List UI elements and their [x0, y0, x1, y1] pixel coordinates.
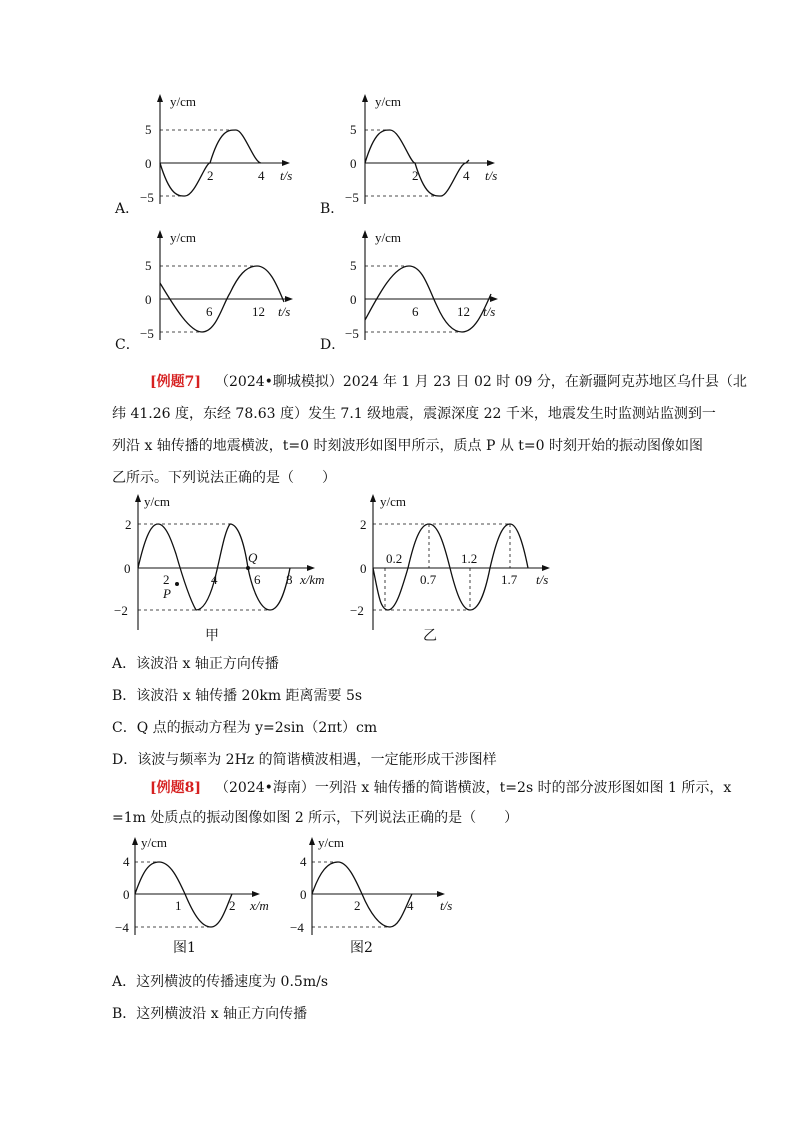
tick-2: 2 — [207, 168, 214, 183]
t-tick-1.7: 1.7 — [501, 572, 518, 587]
tick-2: 2 — [412, 168, 419, 183]
figure-jia-caption: 甲 — [205, 628, 219, 644]
x-tick-4: 4 — [211, 572, 218, 587]
y-min: −4 — [115, 920, 129, 935]
y-axis-label: y/cm — [318, 835, 344, 850]
tick-0: 0 — [350, 156, 357, 171]
point-q-label: Q — [248, 550, 258, 565]
example8-option-a: A．这列横波的传播速度为 0.5m/s — [112, 974, 329, 990]
example7-option-c: C．Q 点的振动方程为 y=2sin（2πt）cm — [112, 720, 378, 736]
y-axis-label: y/cm — [141, 835, 167, 850]
x-tick-2: 2 — [229, 898, 236, 913]
example7-line1: [例题7] （2024•聊城模拟）2024 年 1 月 23 日 02 时 09 分，在新疆阿克苏地区乌什县（北 — [150, 374, 747, 390]
example8-option-b: B．这列横波沿 x 轴正方向传播 — [112, 1006, 308, 1022]
tick-5: 5 — [145, 122, 152, 137]
y-axis-label: y/cm — [144, 494, 170, 509]
y-max: 2 — [125, 517, 132, 532]
option-a-graph — [140, 92, 300, 212]
option-d-label: D． — [320, 337, 346, 353]
x-tick-6: 6 — [254, 572, 261, 587]
t-tick-2: 2 — [354, 898, 361, 913]
example7-line3: 列沿 x 轴传播的地震横波，t=0 时刻波形如图甲所示，质点 P 从 t=0 时刻开始的振动图像如图 — [112, 438, 703, 454]
example8-line2: =1m 处质点的振动图像如图 2 所示，下列说法正确的是（ ） — [112, 810, 519, 826]
tick-12: 12 — [457, 304, 470, 319]
x-axis-label: t/s — [483, 304, 496, 319]
example7-option-d: D．该波与频率为 2Hz 的简谐横波相遇，一定能形成干涉图样 — [112, 752, 497, 768]
tick-0: 0 — [145, 156, 152, 171]
y-max: 4 — [123, 854, 130, 869]
example8-line1: [例题8] （2024•海南）一列沿 x 轴传播的简谐横波，t=2s 时的部分波形图如图 1 所示，x — [150, 780, 732, 796]
tick-neg5: −5 — [140, 326, 154, 341]
x-axis-label: t/s — [278, 304, 291, 319]
y-min: −2 — [350, 603, 364, 618]
y-axis-label: y/cm — [375, 230, 401, 245]
t-tick-0.2: 0.2 — [386, 551, 403, 566]
y-min: −4 — [290, 920, 304, 935]
t-tick-1.2: 1.2 — [461, 551, 478, 566]
figure-2 — [290, 835, 470, 940]
example7-line2: 纬 41.26 度，东经 78.63 度）发生 7.1 级地震，震源深度 22 千米，地震发生时监测站监测到一 — [112, 406, 716, 422]
tick-neg5: −5 — [140, 190, 154, 205]
example7-option-a: A．该波沿 x 轴正方向传播 — [112, 656, 279, 672]
y-max: 2 — [360, 517, 367, 532]
tick-0: 0 — [350, 292, 357, 307]
y-max: 4 — [300, 854, 307, 869]
tick-6: 6 — [206, 304, 213, 319]
figure-1-caption: 图1 — [173, 940, 196, 956]
option-b-label: B． — [320, 201, 345, 217]
option-c-label: C． — [115, 337, 140, 353]
tick-12: 12 — [252, 304, 265, 319]
tick-6: 6 — [412, 304, 419, 319]
x-tick-8: 8 — [286, 572, 293, 587]
example8-tag: [例题8] — [150, 780, 201, 796]
tick-5: 5 — [350, 258, 357, 273]
x-tick-2: 2 — [163, 572, 170, 587]
figure-jia — [110, 492, 350, 642]
x-tick-1: 1 — [175, 898, 182, 913]
y-zero: 0 — [300, 887, 307, 902]
option-d-graph — [345, 228, 515, 348]
x-axis-label: x/m — [250, 898, 269, 913]
y-zero: 0 — [360, 561, 367, 576]
t-tick-4: 4 — [407, 898, 414, 913]
tick-4: 4 — [463, 168, 470, 183]
figure-yi — [340, 492, 580, 642]
example7-option-b: B．该波沿 x 轴传播 20km 距离需要 5s — [112, 688, 363, 704]
y-axis-label: y/cm — [380, 494, 406, 509]
example7-line4: 乙所示。下列说法正确的是（ ） — [112, 470, 336, 486]
x-axis-label: t/s — [280, 168, 293, 183]
y-axis-label: y/cm — [170, 94, 196, 109]
tick-0: 0 — [145, 292, 152, 307]
t-tick-0.7: 0.7 — [420, 572, 437, 587]
tick-neg5: −5 — [345, 190, 359, 205]
y-zero: 0 — [124, 561, 131, 576]
figure-yi-caption: 乙 — [423, 628, 437, 644]
tick-neg5: −5 — [345, 326, 359, 341]
y-axis-label: y/cm — [170, 230, 196, 245]
option-b-graph — [345, 92, 505, 212]
option-c-graph — [140, 228, 310, 348]
figure-2-caption: 图2 — [350, 940, 373, 956]
tick-5: 5 — [350, 122, 357, 137]
y-min: −2 — [114, 603, 128, 618]
tick-5: 5 — [145, 258, 152, 273]
x-axis-label: x/km — [300, 572, 325, 587]
point-p-label: P — [163, 586, 171, 601]
tick-4: 4 — [258, 168, 265, 183]
t-axis-label: t/s — [536, 572, 549, 587]
x-axis-label: t/s — [485, 168, 498, 183]
t-axis-label: t/s — [440, 898, 453, 913]
y-axis-label: y/cm — [375, 94, 401, 109]
figure-1 — [115, 835, 295, 940]
example7-tag: [例题7] — [150, 374, 201, 390]
option-a-label: A． — [115, 201, 140, 217]
y-zero: 0 — [123, 887, 130, 902]
